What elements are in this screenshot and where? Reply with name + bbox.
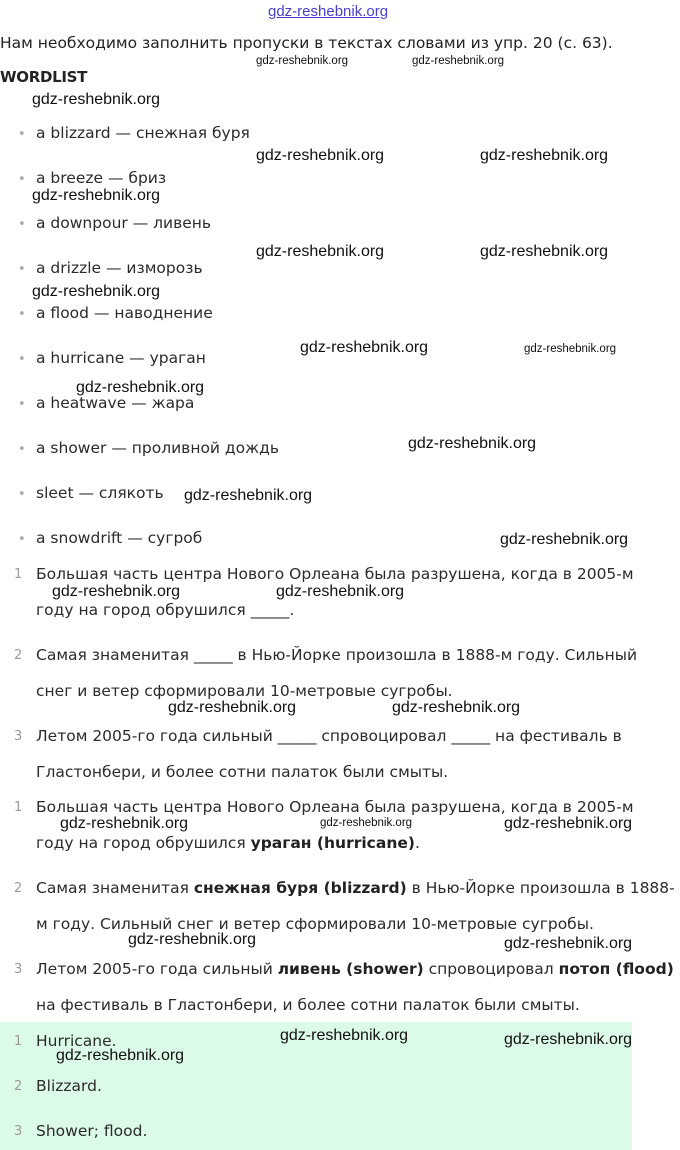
watermark: gdz-reshebnik.org [56,1047,185,1064]
translation-line: Большая часть центра Нового Орлеана была разрушена, когда в 2005-м [36,798,634,816]
wordlist-item [18,259,203,277]
answer-text: Hurricane. [36,1032,117,1050]
translation-line: Самая знаменитая снежная буря (blizzard) в Нью-Йорке произошла в 1888- [36,879,675,897]
bullet-icon: • [18,262,26,277]
watermark: gdz-reshebnik.org [504,935,633,952]
translation-number: 3 [14,962,23,977]
task-line: Летом 2005-го года сильный _____ спровоцировал _____ на фестиваль в [36,727,622,745]
wordlist-item [18,484,164,502]
wordlist-item-text: a blizzard — снежная буря [36,124,250,142]
translation-line: Летом 2005-го года сильный ливень (shower) спровоцировал потоп (flood) [36,960,674,978]
watermark: gdz-reshebnik.org [32,187,161,204]
watermark: gdz-reshebnik.org [268,3,389,20]
translation-number: 1 [14,800,23,815]
watermark: gdz-reshebnik.org [408,435,537,452]
bullet-icon: • [18,217,26,232]
wordlist-item [18,529,202,547]
wordlist-item-text: a drizzle — изморозь [36,259,203,277]
bullet-icon: • [18,172,26,187]
answer-number: 2 [14,1079,23,1094]
answer-text: Shower; flood. [36,1122,148,1140]
watermark: gdz-reshebnik.org [504,1031,633,1048]
task-line: Самая знаменитая _____ в Нью-Йорке произошла в 1888-м году. Сильный [36,646,638,664]
translation-line: м году. Сильный снег и ветер сформировали 10-метровые сугробы. [36,915,594,933]
wordlist-item [18,214,211,232]
watermark: gdz-reshebnik.org [76,379,205,396]
wordlist-item-text: a flood — наводнение [36,304,213,322]
wordlist-item [18,349,206,367]
task-number: 1 [14,567,23,582]
watermark: gdz-reshebnik.org [480,147,609,164]
watermark: gdz-reshebnik.org [184,487,313,504]
watermark: gdz-reshebnik.org [276,583,405,600]
watermark: gdz-reshebnik.org [280,1027,409,1044]
watermark: gdz-reshebnik.org [128,931,257,948]
task-line: году на город обрушился _____. [36,601,295,619]
watermark: gdz-reshebnik.org [52,583,181,600]
wordlist-item-text: a hurricane — ураган [36,349,206,367]
wordlist-item [18,124,250,142]
task-number: 3 [14,729,23,744]
answer-term: ливень (shower) [277,960,424,978]
wordlist-title: WORDLIST [0,68,88,86]
answer-text: Blizzard. [36,1077,102,1095]
wordlist-item [18,169,166,187]
bullet-icon: • [18,127,26,142]
bullet-icon: • [18,532,26,547]
watermark: gdz-reshebnik.org [32,91,161,108]
answer-term: снежная буря (blizzard) [193,879,407,897]
task-line: Гластонбери, и более сотни палаток были смыты. [36,763,449,781]
watermark: gdz-reshebnik.org [300,339,429,356]
watermark: gdz-reshebnik.org [256,147,385,164]
answer-term: ураган (hurricane) [250,834,415,852]
bullet-icon: • [18,352,26,367]
wordlist-item [18,439,279,457]
wordlist-item-text: sleet — слякоть [36,484,164,502]
wordlist-item-text: a snowdrift — сугроб [36,529,203,547]
wordlist-item [18,304,213,322]
watermark: gdz-reshebnik.org [320,817,413,829]
task-number: 2 [14,648,23,663]
task-line: снег и ветер сформировали 10-метровые сугробы. [36,682,453,700]
watermark: gdz-reshebnik.org [524,343,617,355]
watermark: gdz-reshebnik.org [256,243,385,260]
wordlist-item-text: a heatwave — жара [36,394,195,412]
watermark: gdz-reshebnik.org [168,699,297,716]
watermark: gdz-reshebnik.org [480,243,609,260]
intro-text: Нам необходимо заполнить пропуски в текстах словами из упр. 20 (с. 63). [0,34,613,52]
watermark: gdz-reshebnik.org [32,283,161,300]
bullet-icon: • [18,487,26,502]
translation-line: на фестиваль в Гластонбери, и более сотни палаток были смыты. [36,996,580,1014]
watermark: gdz-reshebnik.org [500,531,629,548]
watermark: gdz-reshebnik.org [504,815,633,832]
watermark: gdz-reshebnik.org [256,55,349,67]
answer-term: потоп (flood) [558,960,674,978]
bullet-icon: • [18,397,26,412]
answer-number: 3 [14,1124,23,1139]
translation-number: 2 [14,881,23,896]
task-line: Большая часть центра Нового Орлеана была разрушена, когда в 2005-м [36,565,634,583]
watermark: gdz-reshebnik.org [60,815,189,832]
watermark: gdz-reshebnik.org [392,699,521,716]
answer-number: 1 [14,1034,23,1049]
wordlist-item-text: a downpour — ливень [36,214,212,232]
translation-line: году на город обрушился ураган (hurricane). [36,834,420,852]
watermark: gdz-reshebnik.org [412,55,505,67]
bullet-icon: • [18,307,26,322]
wordlist-item-text: a shower — проливной дождь [36,439,279,457]
wordlist-item-text: a breeze — бриз [36,169,167,187]
bullet-icon: • [18,442,26,457]
